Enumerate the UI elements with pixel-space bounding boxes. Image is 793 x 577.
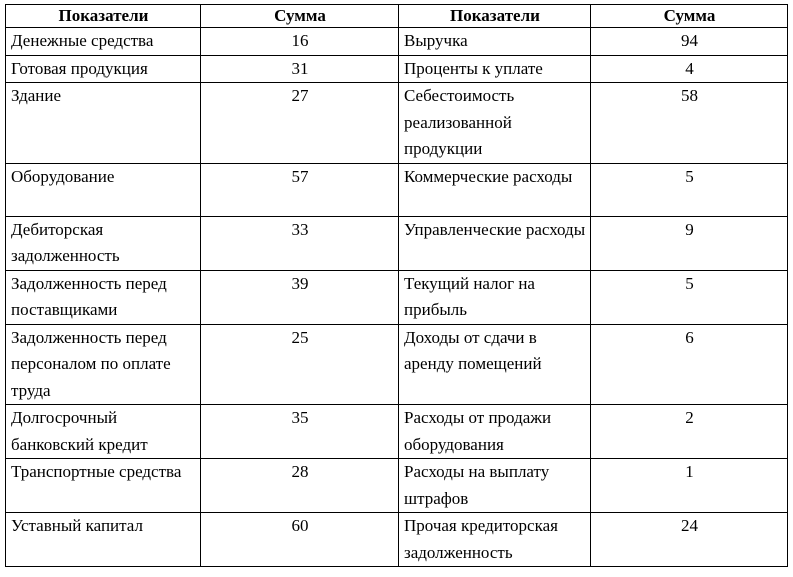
left-label: Оборудование [6,163,201,216]
right-label: Прочая кредиторская задолженность [399,513,591,567]
left-value: 57 [201,163,399,216]
right-label: Расходы на выплату штрафов [399,459,591,513]
left-label: Дебиторская задолженность [6,216,201,270]
right-value: 2 [591,405,788,459]
table-row [6,216,788,270]
right-value: 5 [591,270,788,324]
right-label: Себестоимость реализованной продукции [399,83,591,164]
left-label: Транспортные средства [6,459,201,513]
right-value: 9 [591,216,788,270]
left-label: Задолженность перед персоналом по оплате труда [6,324,201,405]
right-label: Доходы от сдачи в аренду помещений [399,324,591,405]
right-label: Расходы от продажи оборудования [399,405,591,459]
left-value: 35 [201,405,399,459]
table-row [6,270,788,324]
table-row [6,55,788,83]
table-row [6,405,788,459]
table-row [6,324,788,405]
left-value: 31 [201,55,399,83]
left-label: Денежные средства [6,28,201,56]
header-sum-left: Сумма [201,5,399,28]
header-indicators-left: Показатели [6,5,201,28]
right-label: Коммерческие расходы [399,163,591,216]
table-row [6,459,788,513]
right-value: 1 [591,459,788,513]
left-value: 28 [201,459,399,513]
right-label: Управленческие расходы [399,216,591,270]
right-value: 4 [591,55,788,83]
left-value: 60 [201,513,399,567]
right-value: 6 [591,324,788,405]
left-label: Здание [6,83,201,164]
left-value: 33 [201,216,399,270]
table-row [6,163,788,216]
left-label: Готовая продукция [6,55,201,83]
right-value: 94 [591,28,788,56]
header-sum-right: Сумма [591,5,788,28]
table-row [6,28,788,56]
right-label: Выручка [399,28,591,56]
left-value: 16 [201,28,399,56]
left-value: 27 [201,83,399,164]
table-row [6,83,788,164]
left-label: Уставный капитал [6,513,201,567]
right-label: Проценты к уплате [399,55,591,83]
indicators-table [5,4,788,567]
left-value: 25 [201,324,399,405]
right-value: 24 [591,513,788,567]
table-header-row [6,5,788,28]
table-row [6,513,788,567]
right-label: Текущий налог на прибыль [399,270,591,324]
header-indicators-right: Показатели [399,5,591,28]
right-value: 58 [591,83,788,164]
left-label: Долгосрочный банковский кредит [6,405,201,459]
right-value: 5 [591,163,788,216]
left-label: Задолженность перед поставщиками [6,270,201,324]
left-value: 39 [201,270,399,324]
